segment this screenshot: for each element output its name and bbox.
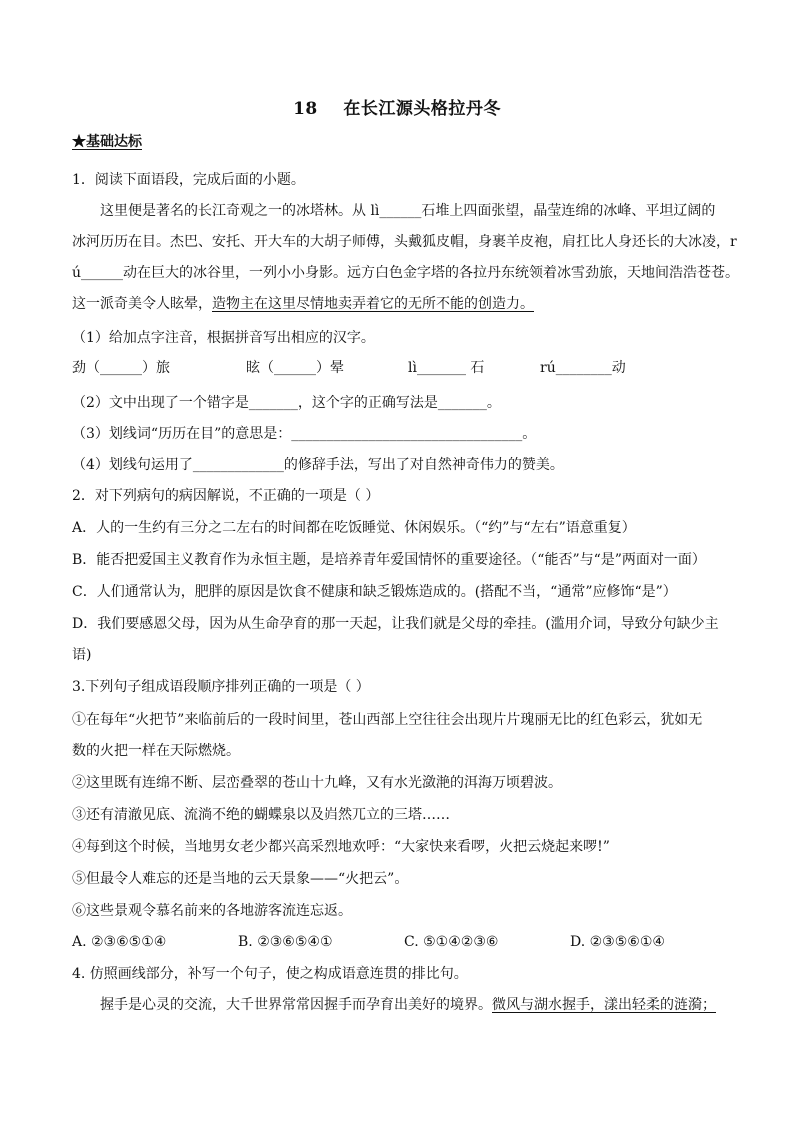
q1-blank-li[interactable]: lì_______ 石 xyxy=(408,360,485,376)
q2-option-a[interactable]: A．人的一生约有三分之二左右的时间都在吃饭睡觉、休闲娱乐。（“约”与“左右”语意重复） xyxy=(72,520,636,536)
q1-passage-line-2: 冰河历历在目。杰巴、安托、开大车的大胡子师傅，头戴狐皮帽，身裹羊皮袍，肩扛比人身还长的大冰凌，r xyxy=(72,234,737,250)
q1-underlined-sentence: 造物主在这里尽情地卖弄着它的无所不能的创造力。 xyxy=(212,296,534,312)
q1-sub3: （3）划线词“历历在目”的意思是：_________________________________。 xyxy=(72,426,537,442)
q4-passage xyxy=(100,995,716,1015)
q3-stem: 3.下列句子组成语段顺序排列正确的一项是（ ） xyxy=(72,679,370,695)
q3-sentence-3: ③还有清澈见底、流淌不绝的蝴蝶泉以及岿然兀立的三塔…… xyxy=(72,807,450,823)
q3-sentence-1: ①在每年“火把节”来临前后的一段时间里，苍山西部上空往往会出现片片瑰丽无比的红色彩云，犹如无 xyxy=(72,712,703,728)
q1-passage-line-1: 这里便是著名的长江奇观之一的冰塔林。从 lì______石堆上四面张望，晶莹连绵的冰峰、平坦辽阔的 xyxy=(100,203,716,219)
q1-passage-plain: 这一派奇美令人眩晕， xyxy=(72,296,212,312)
q1-passage-line-4 xyxy=(72,294,534,314)
q3-option-b[interactable]: B. ②③⑥⑤④① xyxy=(238,934,333,950)
q1-sub2: （2）文中出现了一个错字是_______，这个字的正确写法是_______。 xyxy=(72,395,501,411)
q1-sub4: （4）划线句运用了_____________的修辞手法，写出了对自然神奇伟力的赞美。 xyxy=(72,457,564,473)
q2-option-d[interactable]: D．我们要感恩父母，因为从生命孕育的那一天起，让我们就是父母的牵挂。(滥用介词，导致分句缺少主 xyxy=(72,616,719,632)
q1-blank-xuan[interactable]: 眩（______）晕 xyxy=(246,360,344,376)
q1-sub1: （1）给加点字注音，根据拼音写出相应的汉字。 xyxy=(72,330,375,346)
q3-sentence-6: ⑥这些景观令慕名前来的各地游客流连忘返。 xyxy=(72,903,352,919)
q2-option-b[interactable]: B．能否把爱国主义教育作为永恒主题，是培养青年爱国情怀的重要途径。（“能否”与“是”两面对一面） xyxy=(72,552,706,568)
q3-sentence-2: ②这里既有连绵不断、层峦叠翠的苍山十九峰，又有水光潋滟的洱海万顷碧波。 xyxy=(72,775,562,791)
q3-sentence-5: ⑤但最令人难忘的还是当地的云天景象——“火把云”。 xyxy=(72,871,409,887)
q4-stem: 4. 仿照画线部分，补写一个句子，使之构成语意连贯的排比句。 xyxy=(72,966,468,982)
q2-option-d-cont: 语) xyxy=(72,647,92,663)
q2-option-c[interactable]: C．人们通常认为，肥胖的原因是饮食不健康和缺乏锻炼造成的。(搭配不当，“通常”应修饰“是”） xyxy=(72,584,677,600)
q3-sentence-4: ④每到这个时候，当地男女老少都兴高采烈地欢呼：“大家快来看啰，火把云烧起来啰!” xyxy=(72,839,610,855)
q2-stem: 2．对下列病句的病因解说，不正确的一项是（ ） xyxy=(72,488,380,504)
q3-option-a[interactable]: A. ②③⑥⑤①④ xyxy=(72,934,167,950)
q1-blank-ru[interactable]: rú________动 xyxy=(540,360,626,376)
section-heading: ★基础达标 xyxy=(72,134,142,150)
q1-stem: 1．阅读下面语段，完成后面的小题。 xyxy=(72,172,305,188)
q4-passage-plain: 握手是心灵的交流，大千世界常常因握手而孕育出美好的境界。 xyxy=(100,997,492,1013)
q1-passage-line-3: ú______动在巨大的冰谷里，一列小小身影。远方白色金字塔的各拉丹东统领着冰雪劲旅，天地间浩浩苍苍。 xyxy=(72,265,740,281)
q3-option-c[interactable]: C. ⑤①④②③⑥ xyxy=(404,934,499,950)
page-title: 18 在长江源头格拉丹冬 xyxy=(293,99,501,119)
q3-sentence-1-cont: 数的火把一样在天际燃烧。 xyxy=(72,743,240,759)
q3-option-d[interactable]: D. ②③⑤⑥①④ xyxy=(570,934,665,950)
q4-underlined-model: 微风与湖水握手，漾出轻柔的涟漪； xyxy=(492,997,716,1013)
q1-blank-jin[interactable]: 劲（______）旅 xyxy=(72,360,170,376)
